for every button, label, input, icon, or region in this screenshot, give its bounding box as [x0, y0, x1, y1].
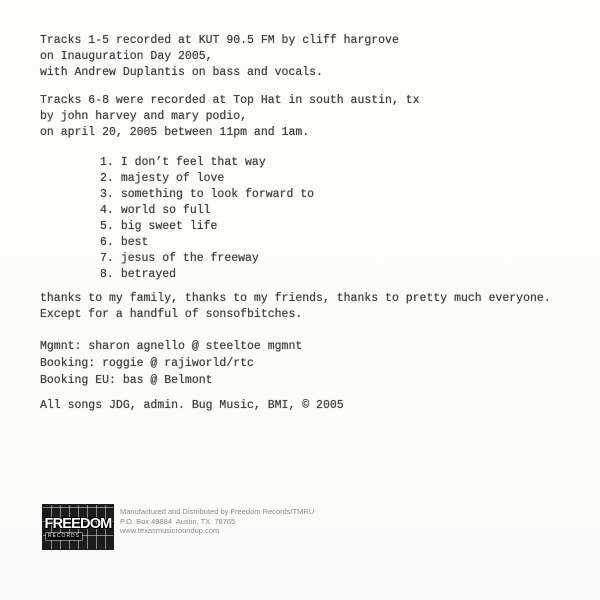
track-row [100, 187, 588, 203]
track-row [100, 235, 588, 251]
thanks-note [40, 291, 588, 323]
track-title: majesty of love [120, 172, 225, 185]
management-credit: Mgmnt: sharon agnello @ steeltoe mgmnt [40, 340, 303, 353]
recording-note-line: on Inauguration Day 2005, [40, 50, 213, 63]
track-title: I don’t feel that way [120, 156, 266, 169]
track-row [100, 251, 588, 267]
booking-eu-credit: Booking EU: bas @ Belmont [40, 374, 213, 387]
track-title: big sweet life [120, 220, 218, 233]
thanks-line: Except for a handful of sonsofbitches. [40, 308, 303, 321]
freedom-records-logo [43, 505, 113, 549]
track-row [100, 219, 588, 235]
typed-text-column [40, 33, 588, 414]
distribution-line: Manufactured and Distributed by Freedom Records/TMRU [120, 507, 315, 516]
contact-credits [40, 338, 588, 389]
track-row [100, 203, 588, 219]
recording-note-line: with Andrew Duplantis on bass and vocals. [40, 66, 323, 79]
track-number: 5. [100, 220, 114, 233]
recording-note-line: on april 20, 2005 between 11pm and 1am. [40, 126, 310, 139]
copyright-line [40, 398, 588, 414]
track-number: 7. [100, 252, 114, 265]
recording-note-line: Tracks 1-5 recorded at KUT 90.5 FM by cliff hargrove [40, 34, 399, 47]
recording-note-line: Tracks 6-8 were recorded at Top Hat in south austin, tx [40, 94, 420, 107]
logo-wordmark: FREEDOM [44, 516, 112, 532]
logo-records-tag: RECORDS [48, 533, 81, 539]
website-line: www.texasmusicroundup.com [120, 526, 220, 535]
track-number: 6. [100, 236, 114, 249]
track-number: 4. [100, 204, 114, 217]
track-number: 8. [100, 268, 114, 281]
distribution-info [120, 507, 314, 536]
track-number: 2. [100, 172, 114, 185]
track-row [100, 267, 588, 283]
recording-notes-tracks-1-5 [40, 33, 588, 81]
track-list [100, 155, 588, 283]
copyright-text: All songs JDG, admin. Bug Music, BMI, © 2005 [40, 399, 344, 412]
booking-credit: Booking: roggie @ rajiworld/rtc [40, 357, 254, 370]
recording-notes-tracks-6-8 [40, 93, 588, 141]
track-title: something to look forward to [120, 188, 315, 201]
track-title: best [120, 236, 149, 249]
track-title: betrayed [120, 268, 177, 281]
track-number: 3. [100, 188, 114, 201]
label-footer [43, 505, 314, 549]
track-number: 1. [100, 156, 114, 169]
recording-note-line: by john harvey and mary podio, [40, 110, 248, 123]
track-title: world so full [120, 204, 211, 217]
track-title: jesus of the freeway [120, 252, 259, 265]
track-row [100, 155, 588, 171]
track-row [100, 171, 588, 187]
thanks-line: thanks to my family, thanks to my friends, thanks to pretty much everyone. [40, 292, 551, 305]
address-line: P.O. Box 49884 Austin, TX 78765 [120, 516, 236, 526]
